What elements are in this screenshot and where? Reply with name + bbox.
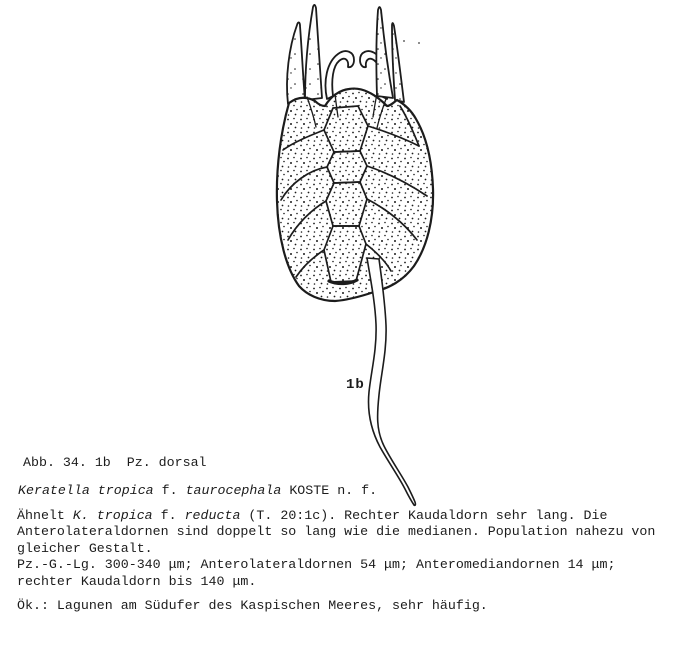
measurements-line: rechter Kaudaldorn bis 140 μm. [17, 573, 257, 589]
right-lateral-spine [392, 23, 404, 102]
figure-caption [23, 455, 207, 470]
text-segment: f. [152, 508, 185, 523]
lorica-body [277, 89, 433, 301]
description-paragraph [17, 508, 655, 590]
text-segment: Ähnelt [17, 508, 73, 523]
scan-specks [403, 40, 420, 44]
forma-name: taurocephala [185, 483, 282, 498]
right-anterolateral-spine [376, 7, 393, 98]
left-lateral-spine [287, 22, 305, 104]
text-line: Anterolateraldornen sind doppelt so lang wie die medianen. Population nahezu von [17, 524, 656, 540]
author-citation: KOSTE n. f. [281, 483, 378, 498]
left-anterolateral-spine [305, 5, 322, 100]
species-ref: K. tropica [72, 508, 153, 523]
figure-caption-text: Abb. 34. 1b Pz. dorsal [23, 455, 207, 470]
figure-part-label: 1b [346, 377, 365, 393]
forma-ref: reducta [184, 508, 241, 523]
species-title [18, 483, 377, 498]
species-connector: f. [153, 483, 186, 498]
right-caudal-spine [367, 258, 415, 505]
species-name: Keratella tropica [18, 483, 154, 498]
text-line [17, 508, 655, 524]
text-line: gleicher Gestalt. [17, 540, 153, 556]
text-segment: (T. 20:1c). Rechter Kaudaldorn sehr lang. Die [240, 508, 608, 523]
ecology-note: Ök.: Lagunen am Südufer des Kaspischen Meeres, sehr häufig. [17, 598, 488, 613]
measurements-line: Pz.-G.-Lg. 300-340 μm; Anterolateraldornen 54 μm; Anteromediandornen 14 μm; [17, 557, 616, 573]
